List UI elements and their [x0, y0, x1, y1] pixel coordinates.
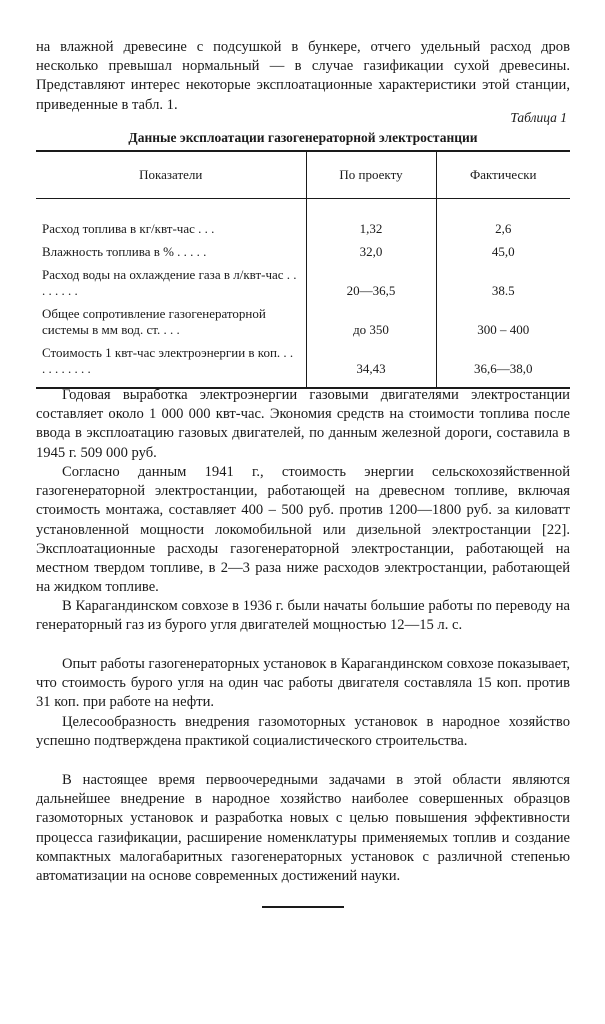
table-row: [36, 303, 570, 342]
table-title: Данные эксплоатации газогенераторной электростанции: [128, 130, 478, 145]
row-actual-value: 2,6: [436, 199, 570, 242]
end-rule: [262, 906, 344, 908]
table-row: [36, 199, 570, 242]
paragraph-current-tasks: В настоящее время первоочередными задачами в этой области являются дальнейшее внедрение в народное хозяйство наиболее совершенных образцов газомоторных установок и разработка новых с целью повышения эффективности процесса газификации, расширение номенклатуры применяемых топлив и создание компактных малогабаритных газогенераторных установок с различной степенью автоматизации на основе современных достижений науки.: [36, 772, 570, 885]
row-project-value: 20—36,5: [306, 264, 436, 303]
table-row: [36, 241, 570, 264]
row-actual-value: 36,6—38,0: [436, 342, 570, 388]
paragraph-electricity-output: Годовая выработка электроэнергии газовыми двигателями электростанции составляет около 1 000 000 квт-час. Экономия средств на стоимости топлива после ввода в эксплоатацию газовых двигателей, по данным железной дороги, составила в 1945 г. 509 000 руб.: [36, 387, 570, 461]
table-row: [36, 264, 570, 303]
row-project-value: до 350: [306, 303, 436, 342]
header-actual: Фактически: [436, 151, 570, 199]
row-actual-value: 45,0: [436, 241, 570, 264]
table-number: Таблица 1: [510, 110, 567, 125]
paragraph-expediency: Целесообразность внедрения газомоторных установок в народное хозяйство успешно подтверждена практикой социалистического строительства.: [36, 714, 570, 750]
row-actual-value: 38.5: [436, 264, 570, 303]
paragraph-cost-comparison: Согласно данным 1941 г., стоимость энергии сельскохозяйственной газогенераторной электростанции, работающей на древесном топливе, включая стоимость монтажа, составляет 400 – 500 руб. против 1200—1800 руб. за киловатт установленной мощности локомобильной или дизельной электростанции [22]. Эксплоатационные расходы газогенераторной электростанции, работающей на местном твердом топливе, в 2—3 раза ниже расходов электростанции, работающей на жидком топливе.: [36, 464, 570, 596]
table-row: [36, 342, 570, 388]
paragraph-karaganda-experience: Опыт работы газогенераторных установок в Карагандинском совхозе показывает, что стоимость бурого угля на один час работы двигателя составляла 15 коп. против 31 коп. при работе на нефти.: [36, 656, 570, 711]
row-project-value: 1,32: [306, 199, 436, 242]
row-label: Общее сопротивление газогенераторной системы в мм вод. ст. . . .: [42, 306, 266, 337]
row-label: Расход воды на охлаждение газа в л/квт-час . . . . . . . .: [42, 267, 297, 298]
row-actual-value: 300 – 400: [436, 303, 570, 342]
header-project: По проекту: [306, 151, 436, 199]
row-label: Влажность топлива в % . . . . .: [42, 244, 207, 259]
intro-paragraph: на влажной древесине с подсушкой в бункере, отчего удельный расход дров несколько превышал нормальный — в случае газификации сухой древесины. Представляют интерес некоторые эксплоатационные характеристики этой станции, приведенные в табл. 1.: [36, 39, 570, 113]
paragraph-karaganda-1936: В Карагандинском совхозе в 1936 г. были начаты большие работы по переводу на генераторный газ из бурого угля двигателей мощностью 12—15 л. с.: [36, 598, 570, 634]
row-project-value: 32,0: [306, 241, 436, 264]
row-project-value: 34,43: [306, 342, 436, 388]
row-label: Расход топлива в кг/квт-час . . .: [42, 221, 215, 236]
data-table: [36, 150, 570, 389]
header-indicators: Показатели: [36, 151, 306, 199]
table-header-row: [36, 151, 570, 199]
row-label: Стоимость 1 квт-час электроэнергии в коп. . . . . . . . . . .: [36, 342, 306, 388]
